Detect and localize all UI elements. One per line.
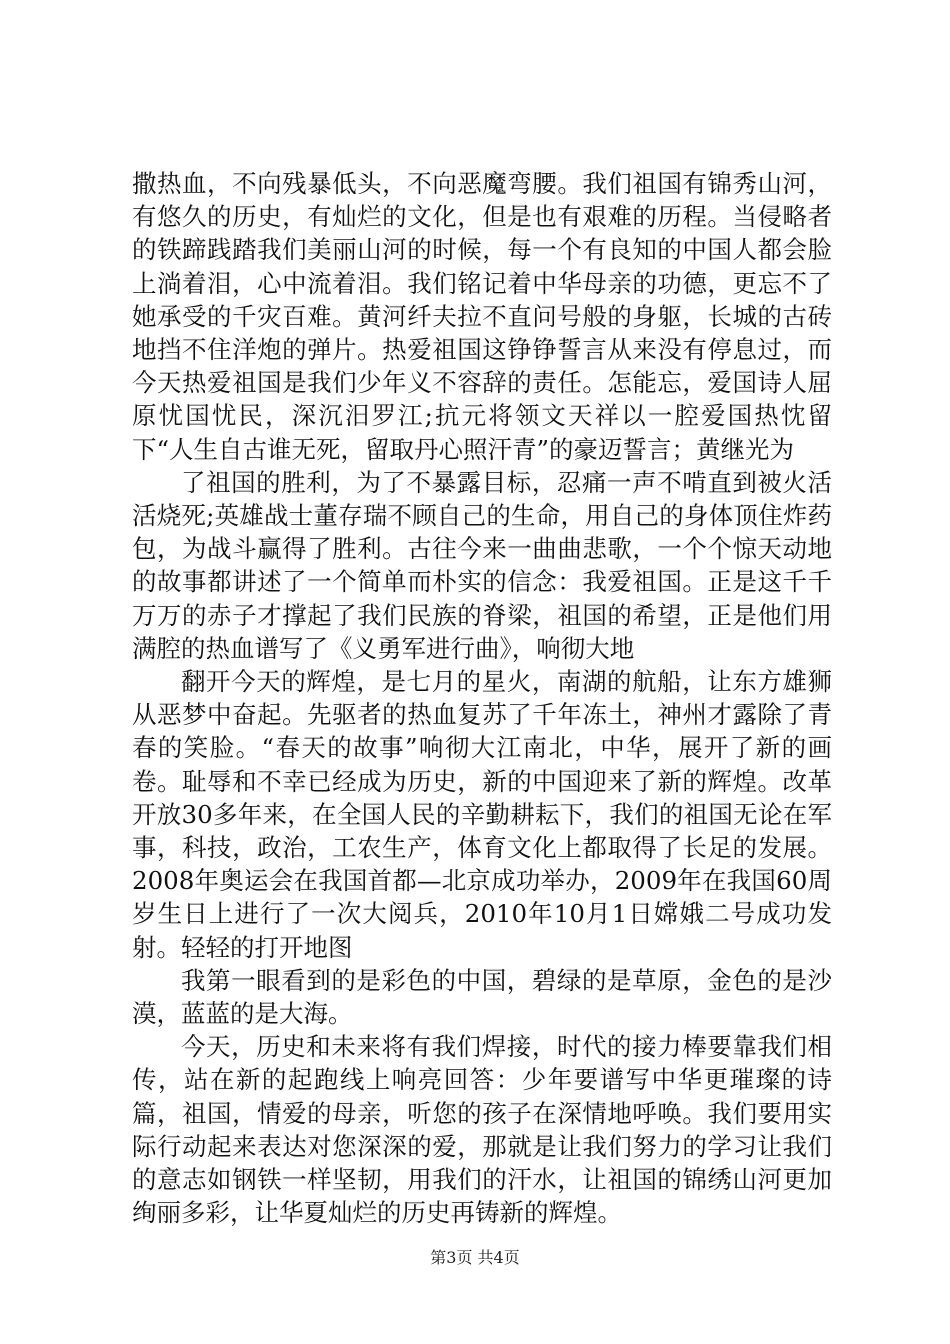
page-number-footer: 第3页 共4页 [430,1248,520,1267]
paragraph-3: 翻开今天的辉煌，是七月的星火，南湖的航船，让东方雄狮从恶梦中奋起。先驱者的热血复苏了千年冻土，神州才露除了青春的笑脸。“春天的故事”响彻大江南北，中华，展开了新的画卷。耻辱和不幸已经成为历史，新的中国迎来了新的辉煌。改革开放30多年来，在全国人民的辛勤耕耘下，我们的祖国无论在军事，科技，政治，工农生产，体育文化上都取得了长足的发展。2008年奥运会在我国首都—北京成功举办，2009年在我国60周岁生日上进行了一次大阅兵，2010年10月1日嫦娥二号成功发射。轻轻的打开地图 [132,667,832,962]
paragraph-2: 了祖国的胜利，为了不暴露目标，忍痛一声不啃直到被火活活烧死;英雄战士董存瑞不顾自己的生命，用自己的身体顶住炸药包，为战斗赢得了胜利。古往今来一曲曲悲歌，一个个惊天动地的故事都讲述了一个简单而朴实的信念：我爱祖国。正是这千千万万的赤子才撑起了我们民族的脊梁，祖国的希望，正是他们用满腔的热血谱写了《义勇军进行曲》，响彻大地 [132,467,832,663]
paragraph-5: 今天，历史和未来将有我们焊接，时代的接力棒要靠我们相传，站在新的起跑线上响亮回答：少年要谱写中华更璀璨的诗篇，祖国，情爱的母亲，听您的孩子在深情地呼唤。我们要用实际行动起来表达对您深深的爱，那就是让我们努力的学习让我们的意志如钢铁一样坚韧，用我们的汗水，让祖国的锦绣山河更加绚丽多彩，让华夏灿烂的历史再铸新的辉煌。 [132,1032,832,1228]
paragraph-4: 我第一眼看到的是彩色的中国，碧绿的是草原，金色的是沙漠，蓝蓝的是大海。 [132,965,832,1029]
document-body [132,167,832,1230]
paragraph-1: 撒热血，不向残暴低头，不向恶魔弯腰。我们祖国有锦秀山河，有悠久的历史，有灿烂的文化，但是也有艰难的历程。当侵略者的铁蹄践踏我们美丽山河的时候，每一个有良知的中国人都会脸上淌着泪，心中流着泪。我们铭记着中华母亲的功德，更忘不了她承受的千灾百难。黄河纤夫拉不直问号般的身躯，长城的古砖地挡不住洋炮的弹片。热爱祖国这铮铮誓言从来没有停息过，而今天热爱祖国是我们少年义不容辞的责任。怎能忘，爱国诗人屈原忧国忧民，深沉汨罗江;抗元将领文天祥以一腔爱国热忱留下“人生自古谁无死，留取丹心照汗青”的豪迈誓言；黄继光为 [132,169,832,464]
